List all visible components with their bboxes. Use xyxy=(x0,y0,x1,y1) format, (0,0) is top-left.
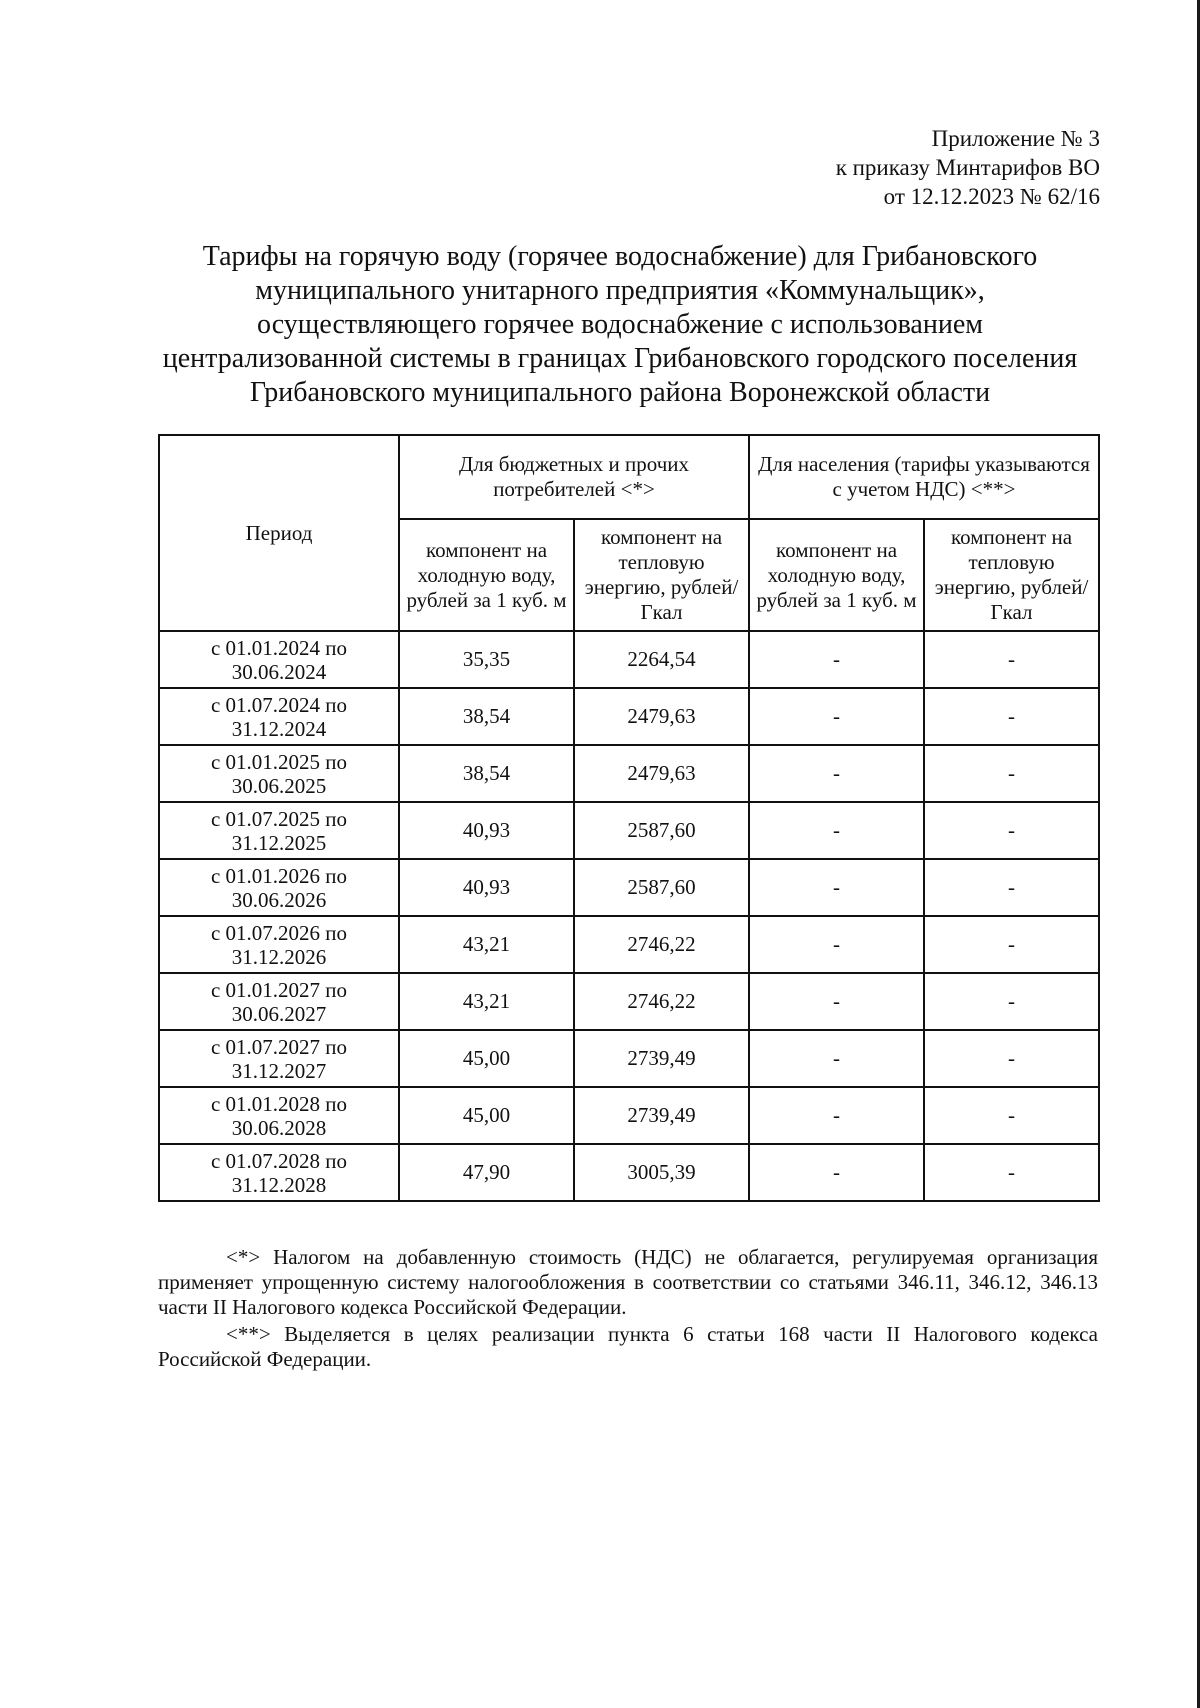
population-heat-value: - xyxy=(924,859,1099,916)
population-cold-value: - xyxy=(749,802,924,859)
population-heat-value: - xyxy=(924,916,1099,973)
cold-water-value: 40,93 xyxy=(399,859,574,916)
period-cell: с 01.01.2026 по 30.06.2026 xyxy=(159,859,399,916)
population-cold-value: - xyxy=(749,1030,924,1087)
table-row xyxy=(159,1030,1099,1087)
population-heat-value: - xyxy=(924,688,1099,745)
period-cell: с 01.07.2025 по 31.12.2025 xyxy=(159,802,399,859)
population-cold-water-header: компонент на холодную воду, рублей за 1 куб. м xyxy=(749,519,924,631)
title-line: осуществляющего горячее водоснабжение с использованием xyxy=(257,309,983,340)
population-heat-value: - xyxy=(924,973,1099,1030)
table-row xyxy=(159,745,1099,802)
period-cell: с 01.01.2025 по 30.06.2025 xyxy=(159,745,399,802)
heat-energy-component-header: компонент на тепловую энергию, рублей/Гкал xyxy=(574,519,749,631)
heat-energy-value: 2479,63 xyxy=(574,745,749,802)
cold-water-value: 38,54 xyxy=(399,688,574,745)
cold-water-component-header: компонент на холодную воду, рублей за 1 куб. м xyxy=(399,519,574,631)
title-line: централизованной системы в границах Грибановского городского поселения xyxy=(162,343,1078,374)
heat-energy-value: 2746,22 xyxy=(574,973,749,1030)
cold-water-value: 40,93 xyxy=(399,802,574,859)
period-cell: с 01.07.2028 по 31.12.2028 xyxy=(159,1144,399,1201)
table-row xyxy=(159,916,1099,973)
heat-energy-value: 2587,60 xyxy=(574,859,749,916)
table-row xyxy=(159,973,1099,1030)
heat-energy-value: 2739,49 xyxy=(574,1030,749,1087)
population-heat-value: - xyxy=(924,745,1099,802)
population-cold-value: - xyxy=(749,745,924,802)
population-cold-value: - xyxy=(749,859,924,916)
population-cold-value: - xyxy=(749,631,924,688)
cold-water-value: 38,54 xyxy=(399,745,574,802)
table-row xyxy=(159,802,1099,859)
appendix-block xyxy=(836,124,1100,211)
title-line: Тарифы на горячую воду (горячее водоснабжение) для Грибановского xyxy=(202,241,1038,272)
period-cell: с 01.01.2028 по 30.06.2028 xyxy=(159,1087,399,1144)
population-heat-value: - xyxy=(924,631,1099,688)
table-row xyxy=(159,1087,1099,1144)
budget-consumers-header: Для бюджетных и прочих потребителей <*> xyxy=(399,435,749,519)
cold-water-value: 35,35 xyxy=(399,631,574,688)
table-row xyxy=(159,1144,1099,1201)
cold-water-value: 45,00 xyxy=(399,1087,574,1144)
cold-water-value: 43,21 xyxy=(399,973,574,1030)
population-heat-value: - xyxy=(924,1030,1099,1087)
period-cell: с 01.07.2026 по 31.12.2026 xyxy=(159,916,399,973)
period-header: Период xyxy=(159,435,399,631)
population-cold-value: - xyxy=(749,688,924,745)
cold-water-value: 43,21 xyxy=(399,916,574,973)
title-line: муниципального унитарного предприятия «Коммунальщик», xyxy=(255,275,985,306)
footnote-vat-included: <**> Выделяется в целях реализации пункта 6 статьи 168 части II Налогового кодекса Российской Федерации. xyxy=(158,1322,1098,1371)
table-row xyxy=(159,859,1099,916)
population-heat-value: - xyxy=(924,802,1099,859)
heat-energy-value: 2587,60 xyxy=(574,802,749,859)
population-heat-value: - xyxy=(924,1087,1099,1144)
table-row xyxy=(159,688,1099,745)
title-line: Грибановского муниципального района Воронежской области xyxy=(249,377,991,408)
appendix-number: Приложение № 3 xyxy=(931,126,1100,151)
appendix-date: от 12.12.2023 № 62/16 xyxy=(883,184,1100,209)
population-cold-value: - xyxy=(749,1144,924,1201)
population-header: Для населения (тарифы указываются с учетом НДС) <**> xyxy=(749,435,1099,519)
appendix-order: к приказу Минтарифов ВО xyxy=(835,155,1100,180)
population-cold-value: - xyxy=(749,973,924,1030)
footnote-vat-exempt: <*> Налогом на добавленную стоимость (НДС) не облагается, регулируемая организация применяет упрощенную систему налогообложения в соответствии со статьями 346.11, 346.12, 346.13 части II Налогового кодекса Российской Федерации. xyxy=(158,1245,1098,1319)
heat-energy-value: 2264,54 xyxy=(574,631,749,688)
period-cell: с 01.07.2027 по 31.12.2027 xyxy=(159,1030,399,1087)
population-cold-value: - xyxy=(749,916,924,973)
heat-energy-value: 3005,39 xyxy=(574,1144,749,1201)
tariff-table xyxy=(158,434,1100,1202)
heat-energy-value: 2739,49 xyxy=(574,1087,749,1144)
cold-water-value: 47,90 xyxy=(399,1144,574,1201)
table-row xyxy=(159,631,1099,688)
population-heat-value: - xyxy=(924,1144,1099,1201)
period-cell: с 01.01.2024 по 30.06.2024 xyxy=(159,631,399,688)
heat-energy-value: 2479,63 xyxy=(574,688,749,745)
document-title xyxy=(140,240,1100,410)
heat-energy-value: 2746,22 xyxy=(574,916,749,973)
population-cold-value: - xyxy=(749,1087,924,1144)
footnotes xyxy=(158,1245,1098,1374)
period-cell: с 01.07.2024 по 31.12.2024 xyxy=(159,688,399,745)
period-cell: с 01.01.2027 по 30.06.2027 xyxy=(159,973,399,1030)
cold-water-value: 45,00 xyxy=(399,1030,574,1087)
population-heat-energy-header: компонент на тепловую энергию, рублей/Гкал xyxy=(924,519,1099,631)
